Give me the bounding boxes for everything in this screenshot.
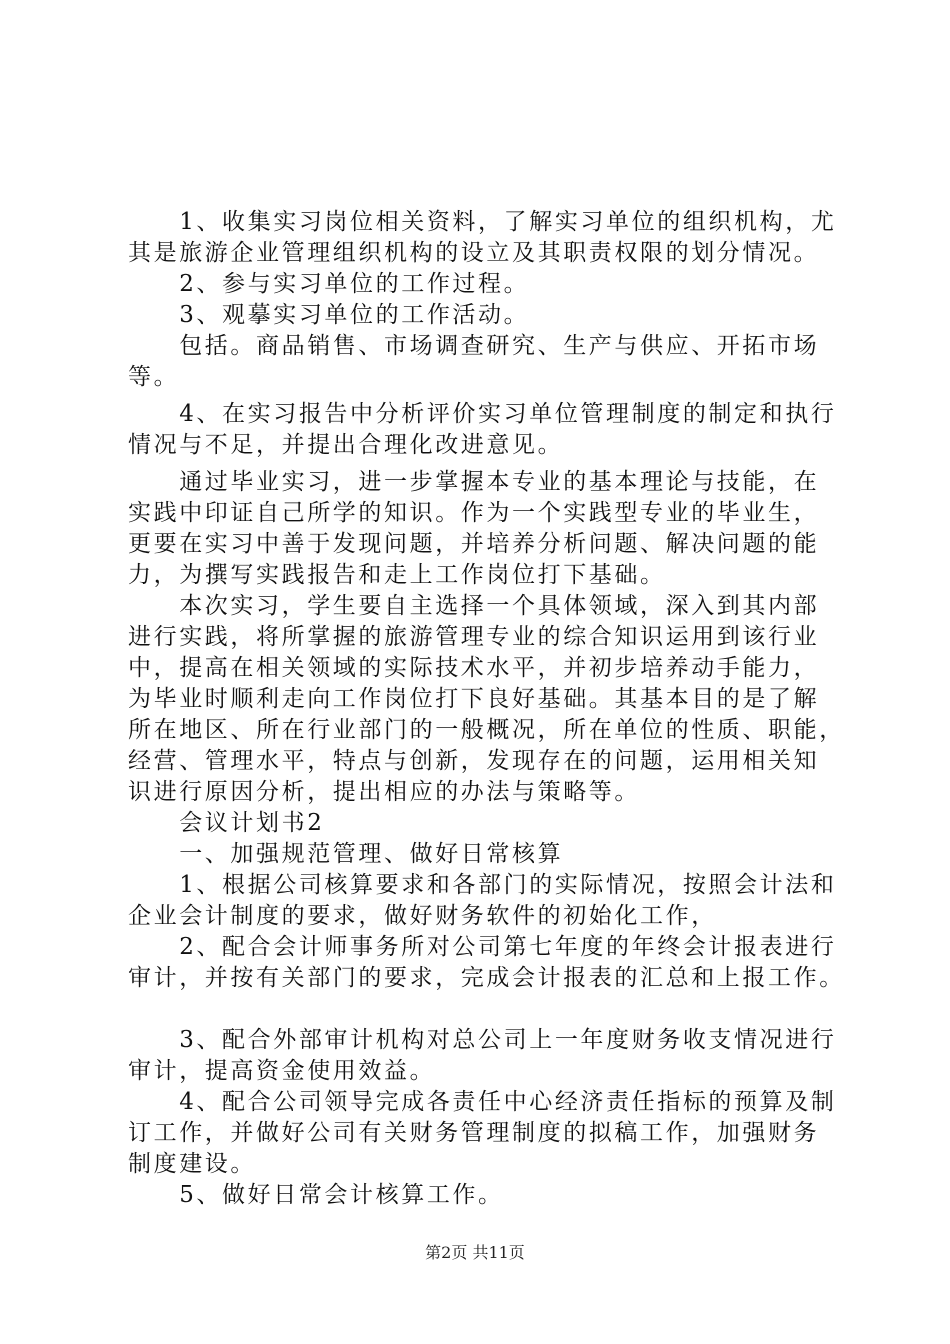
text-line: 1、根据公司核算要求和各部门的实际情况，按照会计法和 xyxy=(128,872,837,898)
text-line: 为毕业时顺利走向工作岗位打下良好基础。其基本目的是了解 xyxy=(128,686,820,712)
text-line: 企业会计制度的要求，做好财务软件的初始化工作， xyxy=(128,903,717,929)
text-line: 实践中印证自己所学的知识。作为一个实践型专业的毕业生， xyxy=(128,500,820,526)
text-line: 审计，提高资金使用效益。 xyxy=(128,1058,436,1084)
section-heading: 一、加强规范管理、做好日常核算 xyxy=(128,841,564,867)
text-line: 力，为撰写实践报告和走上工作岗位打下基础。 xyxy=(128,562,666,588)
text-line: 4、配合公司领导完成各责任中心经济责任指标的预算及制 xyxy=(128,1089,837,1115)
text-line: 经营、管理水平，特点与创新，发现存在的问题，运用相关知 xyxy=(128,748,820,774)
text-line: 1、收集实习岗位相关资料，了解实习单位的组织机构，尤 xyxy=(128,209,837,235)
text-line: 3、配合外部审计机构对总公司上一年度财务收支情况进行 xyxy=(128,1027,837,1053)
text-line: 5、做好日常会计核算工作。 xyxy=(128,1182,504,1208)
page-footer xyxy=(0,1243,950,1263)
text-line: 2、参与实习单位的工作过程。 xyxy=(128,271,530,297)
text-line: 情况与不足，并提出合理化改进意见。 xyxy=(128,432,564,458)
text-line: 通过毕业实习，进一步掌握本专业的基本理论与技能，在 xyxy=(128,469,820,495)
text-line: 制度建设。 xyxy=(128,1151,256,1177)
text-line: 包括。商品销售、市场调查研究、生产与供应、开拓市场 xyxy=(128,333,820,359)
text-line: 进行实践，将所掌握的旅游管理专业的综合知识运用到该行业 xyxy=(128,624,820,650)
text-line: 等。 xyxy=(128,364,180,390)
text-line: 其是旅游企业管理组织机构的设立及其职责权限的划分情况。 xyxy=(128,240,820,266)
text-line: 识进行原因分析，提出相应的办法与策略等。 xyxy=(128,779,640,805)
text-line: 更要在实习中善于发现问题，并培养分析问题、解决问题的能 xyxy=(128,531,820,557)
text-line: 3、观摹实习单位的工作活动。 xyxy=(128,302,530,328)
text-line: 中，提高在相关领域的实际技术水平，并初步培养动手能力， xyxy=(128,655,820,681)
text-line: 订工作，并做好公司有关财务管理制度的拟稿工作，加强财务 xyxy=(128,1120,820,1146)
text-line: 所在地区、所在行业部门的一般概况，所在单位的性质、职能， xyxy=(128,717,845,743)
page-number: 第2页 共11页 xyxy=(425,1243,525,1262)
document-body xyxy=(128,207,845,1211)
section-title: 会议计划书2 xyxy=(128,810,325,836)
text-line: 审计，并按有关部门的要求，完成会计报表的汇总和上报工作。 xyxy=(128,965,845,991)
text-line: 本次实习，学生要自主选择一个具体领域，深入到其内部 xyxy=(128,593,820,619)
text-line: 2、配合会计师事务所对公司第七年度的年终会计报表进行 xyxy=(128,934,837,960)
text-line: 4、在实习报告中分析评价实习单位管理制度的制定和执行 xyxy=(128,401,837,427)
